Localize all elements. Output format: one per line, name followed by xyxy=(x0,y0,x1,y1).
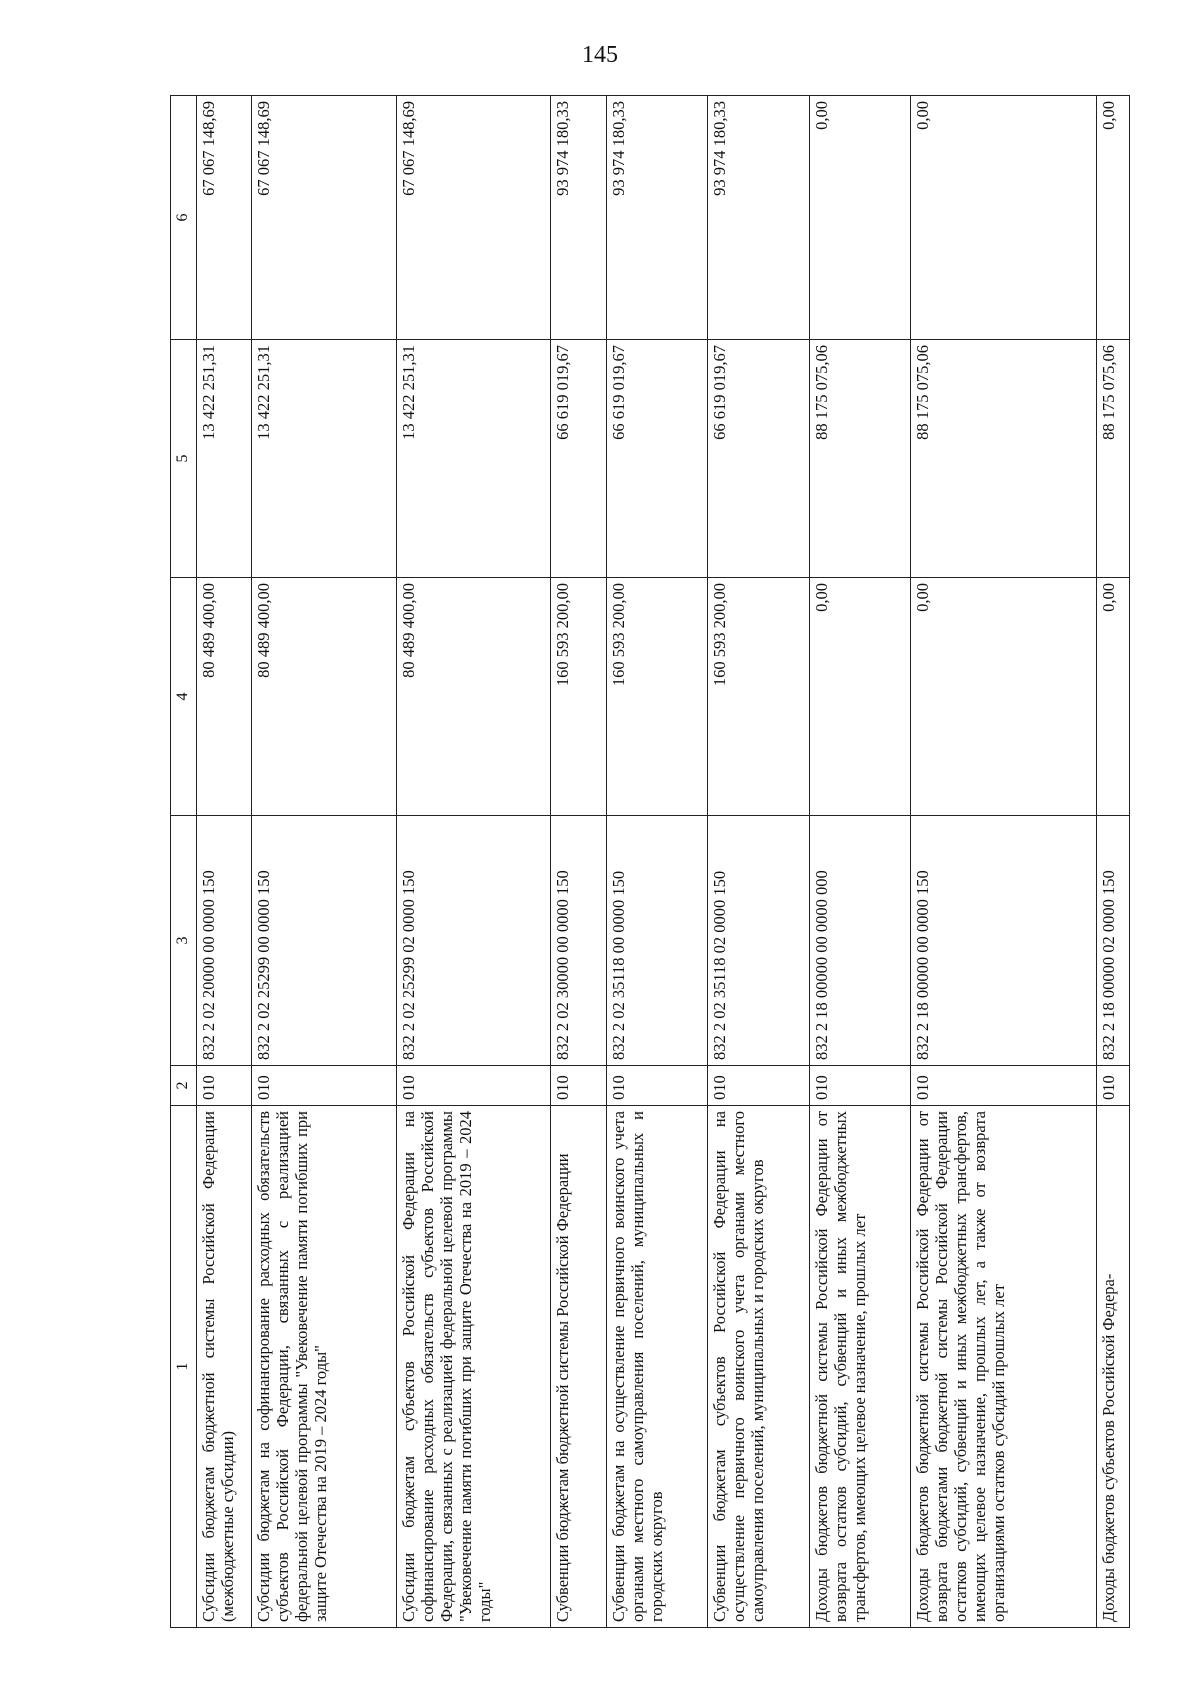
page-number: 145 xyxy=(582,42,618,68)
table-row xyxy=(911,96,1096,1628)
row-budget-code: 832 2 02 35118 02 0000 150 xyxy=(708,816,810,1066)
row-value-6: 0,00 xyxy=(911,96,1096,340)
row-value-5: 88 175 075,06 xyxy=(911,340,1096,578)
row-budget-code: 832 2 02 25299 00 0000 150 xyxy=(251,816,397,1066)
row-name: Субвенции бюджетам субъектов Российской Федерации на осуществление первичного воинского учета органами местного самоуправления поселений, муниципальных и городских округов xyxy=(708,1106,810,1628)
row-name: Доходы бюджетов бюджетной системы Российской Федерации от возврата остатков субсидий, субвенций и иных межбюджетных трансфертов, имеющих целевое назначение, прошлых лет xyxy=(809,1106,911,1628)
table-row xyxy=(397,96,550,1628)
row-value-4: 0,00 xyxy=(1096,578,1129,816)
row-value-5: 66 619 019,67 xyxy=(606,340,708,578)
row-name: Субсидии бюджетам на софинансирование расходных обязательств субъектов Российской Федерации, связанных с реализацией федеральной целевой программы "Увековечение памяти погибших при защите Отечества на 2019 – 2024 годы" xyxy=(251,1106,397,1628)
row-value-6: 93 974 180,33 xyxy=(708,96,810,340)
row-value-4: 160 593 200,00 xyxy=(606,578,708,816)
col-header-4: 4 xyxy=(171,578,197,816)
table-header-row xyxy=(171,96,197,1628)
table-row xyxy=(197,96,251,1628)
table-row xyxy=(550,96,606,1628)
row-value-5: 66 619 019,67 xyxy=(550,340,606,578)
row-line-code: 010 xyxy=(606,1066,708,1106)
table-row xyxy=(606,96,708,1628)
row-value-5: 88 175 075,06 xyxy=(809,340,911,578)
table-row xyxy=(708,96,810,1628)
row-line-code: 010 xyxy=(809,1066,911,1106)
col-header-1: 1 xyxy=(171,1106,197,1628)
row-value-5: 13 422 251,31 xyxy=(397,340,550,578)
row-budget-code: 832 2 02 35118 00 0000 150 xyxy=(606,816,708,1066)
row-budget-code: 832 2 18 00000 02 0000 150 xyxy=(1096,816,1129,1066)
row-value-5: 13 422 251,31 xyxy=(251,340,397,578)
row-value-4: 160 593 200,00 xyxy=(550,578,606,816)
row-value-4: 0,00 xyxy=(809,578,911,816)
row-value-4: 160 593 200,00 xyxy=(708,578,810,816)
col-header-6: 6 xyxy=(171,96,197,340)
row-line-code: 010 xyxy=(251,1066,397,1106)
row-name: Субсидии бюджетам бюджетной системы Российской Федерации (межбюджетные субсидии) xyxy=(197,1106,251,1628)
row-line-code: 010 xyxy=(911,1066,1096,1106)
row-line-code: 010 xyxy=(1096,1066,1129,1106)
income-table xyxy=(170,95,1130,1628)
row-budget-code: 832 2 02 30000 00 0000 150 xyxy=(550,816,606,1066)
row-line-code: 010 xyxy=(197,1066,251,1106)
report-table-rotated xyxy=(170,96,1130,1628)
row-value-4: 0,00 xyxy=(911,578,1096,816)
row-value-4: 80 489 400,00 xyxy=(397,578,550,816)
row-value-6: 93 974 180,33 xyxy=(606,96,708,340)
col-header-3: 3 xyxy=(171,816,197,1066)
row-line-code: 010 xyxy=(550,1066,606,1106)
row-line-code: 010 xyxy=(708,1066,810,1106)
row-value-4: 80 489 400,00 xyxy=(251,578,397,816)
col-header-5: 5 xyxy=(171,340,197,578)
row-budget-code: 832 2 02 25299 02 0000 150 xyxy=(397,816,550,1066)
row-name: Субвенции бюджетам бюджетной системы Российской Федерации xyxy=(550,1106,606,1628)
row-value-4: 80 489 400,00 xyxy=(197,578,251,816)
row-value-6: 67 067 148,69 xyxy=(397,96,550,340)
row-value-6: 93 974 180,33 xyxy=(550,96,606,340)
row-name: Субсидии бюджетам субъектов Российской Федерации на софинансирование расходных обязательств субъектов Российской Федерации, связанных с реализацией федеральной целевой программы "Увековечение памяти погибших при защите Отечества на 2019 – 2024 годы" xyxy=(397,1106,550,1628)
row-budget-code: 832 2 18 00000 00 0000 150 xyxy=(911,816,1096,1066)
row-name: Доходы бюджетов субъектов Российской Федера- xyxy=(1096,1106,1129,1628)
col-header-2: 2 xyxy=(171,1066,197,1106)
table-row xyxy=(1096,96,1129,1628)
row-budget-code: 832 2 18 00000 00 0000 000 xyxy=(809,816,911,1066)
row-line-code: 010 xyxy=(397,1066,550,1106)
row-name: Доходы бюджетов бюджетной системы Российской Федерации от возврата бюджетами бюджетной системы Российской Федерации остатков субсидий, субвенций и иных межбюджетных трансфертов, имеющих целевое назначение, прошлых лет, а также от возврата организациями остатков субсидий прошлых лет xyxy=(911,1106,1096,1628)
row-value-6: 0,00 xyxy=(809,96,911,340)
row-value-5: 13 422 251,31 xyxy=(197,340,251,578)
row-value-6: 67 067 148,69 xyxy=(251,96,397,340)
table-row xyxy=(251,96,397,1628)
row-value-6: 67 067 148,69 xyxy=(197,96,251,340)
row-value-5: 66 619 019,67 xyxy=(708,340,810,578)
row-budget-code: 832 2 02 20000 00 0000 150 xyxy=(197,816,251,1066)
table-row xyxy=(809,96,911,1628)
row-name: Субвенции бюджетам на осуществление первичного воинского учета органами местного самоуправления поселений, муниципальных и городских округов xyxy=(606,1106,708,1628)
row-value-6: 0,00 xyxy=(1096,96,1129,340)
row-value-5: 88 175 075,06 xyxy=(1096,340,1129,578)
